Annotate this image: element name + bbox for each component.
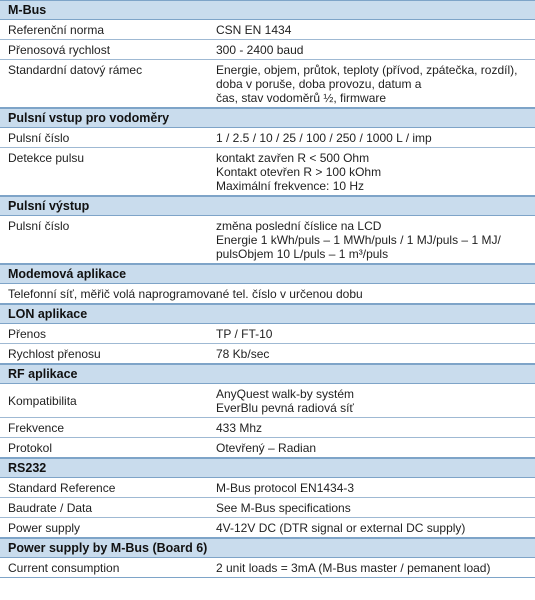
row-value xyxy=(216,521,527,535)
row-label: Přenos xyxy=(8,327,47,341)
row-label: Frekvence xyxy=(8,421,65,435)
value-line: 300 - 2400 baud xyxy=(216,43,304,57)
table-row xyxy=(0,148,535,196)
row-label: Kompatibilita xyxy=(8,394,77,408)
row-value xyxy=(216,441,527,455)
value-line: 1 / 2.5 / 10 / 25 / 100 / 250 / 1000 L / imp xyxy=(216,131,432,145)
row-value xyxy=(216,421,527,435)
table-row xyxy=(0,384,535,418)
row-value xyxy=(216,63,527,105)
row-value xyxy=(216,219,527,261)
row-label: Pulsní číslo xyxy=(8,219,70,233)
value-line: Maximální frekvence: 10 Hz xyxy=(216,179,365,193)
value-line: AnyQuest walk-by systém xyxy=(216,387,355,401)
section-header-pulse-output: Pulsní výstup xyxy=(0,196,535,216)
table-row xyxy=(0,20,535,40)
section-header-mbus: M-Bus xyxy=(0,0,535,20)
table-row xyxy=(0,478,535,498)
value-line: Kontakt otevřen R > 100 kOhm xyxy=(216,165,382,179)
row-label: Power supply xyxy=(8,521,81,535)
table-row xyxy=(0,128,535,148)
row-value xyxy=(216,347,527,361)
row-value xyxy=(216,481,527,495)
value-line: TP / FT-10 xyxy=(216,327,273,341)
table-row xyxy=(0,518,535,538)
row-value xyxy=(216,501,527,515)
row-label: Rychlost přenosu xyxy=(8,347,101,361)
value-line: 433 Mhz xyxy=(216,421,263,435)
row-value xyxy=(216,23,527,37)
value-line: CSN EN 1434 xyxy=(216,23,292,37)
row-value xyxy=(216,43,527,57)
table-row xyxy=(0,418,535,438)
value-line: 4V-12V DC (DTR signal or external DC supply) xyxy=(216,521,466,535)
row-label: Detekce pulsu xyxy=(8,151,85,165)
section-header-power: Power supply by M-Bus (Board 6) xyxy=(0,538,535,558)
value-line: See M-Bus specifications xyxy=(216,501,351,515)
row-value xyxy=(216,151,527,193)
section-header-rf: RF aplikace xyxy=(0,364,535,384)
value-line: EverBlu pevná radiová síť xyxy=(216,401,354,415)
row-label: Referenční norma xyxy=(8,23,105,37)
table-row xyxy=(0,324,535,344)
section-header-pulse-input: Pulsní vstup pro vodoměry xyxy=(0,108,535,128)
value-line: doba v poruše, doba provozu, datum a xyxy=(216,77,422,91)
modem-description: Telefonní síť, měřič volá naprogramované tel. číslo v určenou dobu xyxy=(0,284,535,304)
table-row xyxy=(0,40,535,60)
row-value xyxy=(216,327,527,341)
value-line: M-Bus protocol EN1434-3 xyxy=(216,481,355,495)
value-line: Energie 1 kWh/puls – 1 MWh/puls / 1 MJ/puls – 1 MJ/ xyxy=(216,233,501,247)
value-line: změna poslední číslice na LCD xyxy=(216,219,382,233)
row-label: Standardní datový rámec xyxy=(8,63,143,77)
row-label: Standard Reference xyxy=(8,481,116,495)
row-label: Protokol xyxy=(8,441,53,455)
table-row xyxy=(0,558,535,578)
row-label: Baudrate / Data xyxy=(8,501,93,515)
row-value xyxy=(216,561,527,575)
row-value xyxy=(216,131,527,145)
value-line: Energie, objem, průtok, teploty (přívod, zpátečka, rozdíl), xyxy=(216,63,518,77)
table-row xyxy=(0,344,535,364)
value-line: 2 unit loads = 3mA (M-Bus master / pemanent load) xyxy=(216,561,491,575)
value-line: kontakt zavřen R < 500 Ohm xyxy=(216,151,370,165)
row-label: Přenosová rychlost xyxy=(8,43,111,57)
table-row xyxy=(0,498,535,518)
table-row xyxy=(0,438,535,458)
table-row xyxy=(0,60,535,108)
section-header-rs232: RS232 xyxy=(0,458,535,478)
value-line: Otevřený – Radian xyxy=(216,441,317,455)
section-header-modem: Modemová aplikace xyxy=(0,264,535,284)
value-line: pulsObjem 10 L/puls – 1 m³/puls xyxy=(216,247,389,261)
row-label: Current consumption xyxy=(8,561,120,575)
table-row xyxy=(0,216,535,264)
section-header-lon: LON aplikace xyxy=(0,304,535,324)
value-line: čas, stav vodoměrů ½, firmware xyxy=(216,91,387,105)
row-value xyxy=(216,387,527,415)
row-label: Pulsní číslo xyxy=(8,131,70,145)
value-line: 78 Kb/sec xyxy=(216,347,270,361)
